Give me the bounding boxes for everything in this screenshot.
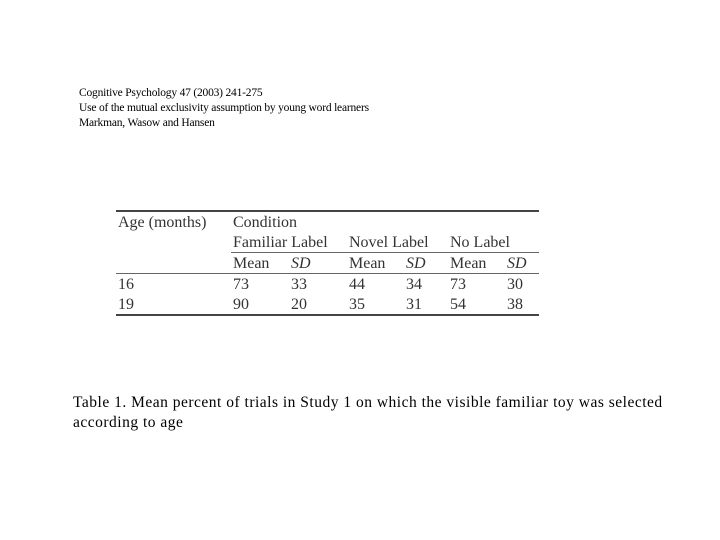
age-cell: 19 (118, 296, 134, 313)
stat-mean-header: Mean (233, 255, 270, 272)
value-cell: 34 (406, 276, 422, 293)
table-caption: Table 1. Mean percent of trials in Study 1 on which the visible familiar toy was selected according to age (73, 394, 663, 431)
table-row (116, 294, 539, 315)
value-cell: 54 (450, 296, 466, 313)
condition-header: Condition (233, 214, 298, 231)
value-cell: 30 (507, 276, 523, 293)
value-cell: 44 (349, 276, 365, 293)
row-header: Age (months) (118, 214, 207, 231)
authors: Markman, Wasow and Hansen (79, 117, 215, 129)
table-row (116, 274, 539, 295)
value-cell: 35 (349, 296, 365, 313)
citation-block (79, 86, 369, 131)
stat-mean-header: Mean (450, 255, 487, 272)
condition-familiar-label: Familiar Label (231, 232, 347, 253)
condition-novel-label: Novel Label (347, 232, 448, 253)
stat-sd-header: SD (291, 255, 311, 272)
value-cell: 31 (406, 296, 422, 313)
results-table (116, 210, 539, 316)
value-cell: 20 (291, 296, 307, 313)
value-cell: 33 (291, 276, 307, 293)
stat-sd-header: SD (507, 255, 527, 272)
stat-sd-header: SD (406, 255, 426, 272)
value-cell: 73 (233, 276, 249, 293)
age-cell: 16 (118, 276, 134, 293)
condition-no-label: No Label (448, 232, 539, 253)
journal-reference: Cognitive Psychology 47 (2003) 241-275 (79, 87, 263, 99)
value-cell: 73 (450, 276, 466, 293)
article-title: Use of the mutual exclusivity assumption by young word learners (79, 102, 369, 114)
value-cell: 90 (233, 296, 249, 313)
stat-mean-header: Mean (349, 255, 386, 272)
value-cell: 38 (507, 296, 523, 313)
results-table-image (116, 210, 539, 316)
